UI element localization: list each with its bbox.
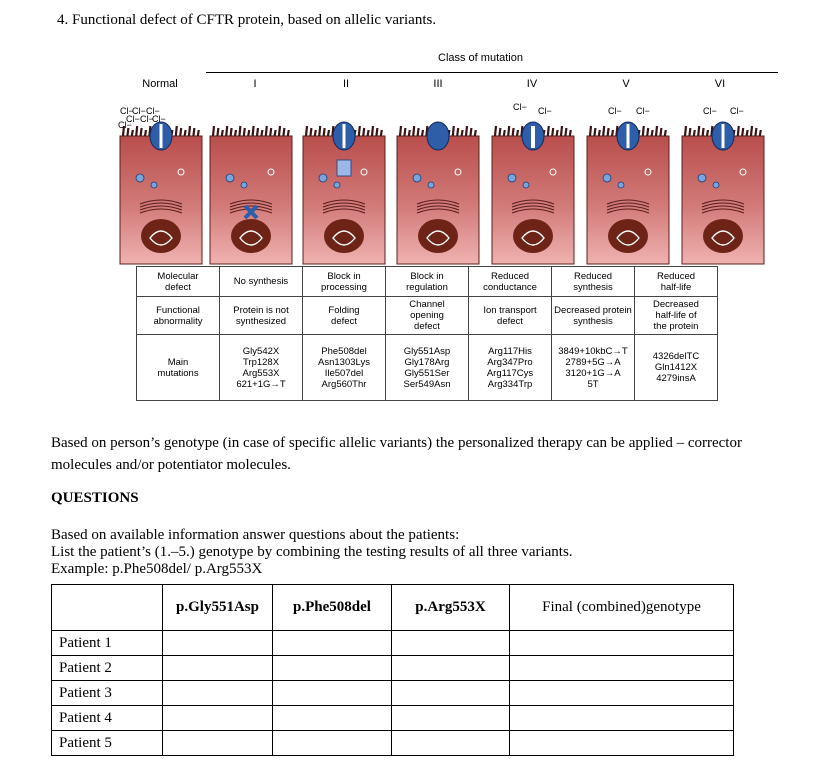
text-line: Reduced [490,270,530,282]
class-divider-line [206,72,778,73]
chloride-ion-label: Cl− [120,106,134,116]
text-line: conductance [483,281,537,293]
table-cell [220,297,303,335]
cell-2 [303,122,385,264]
chloride-ion-label: Cl− [636,106,650,116]
table-row [52,656,734,681]
text-line: synthesis [573,281,613,293]
microvilli [213,126,289,136]
text-line: 4326delTC [652,351,700,362]
text-line: Asn1303Lys [318,356,370,368]
text-line: synthesis [573,315,613,327]
nucleus [324,219,364,253]
questions-heading: QUESTIONS [51,490,139,506]
column-head-class-1: I [253,78,257,90]
table-cell [386,335,469,401]
chloride-ion-label: Cl− [132,106,146,116]
table-cell [220,335,303,401]
table-row [52,631,734,656]
table-cell [386,267,469,297]
vesicle [319,174,327,182]
text-line: opening [410,310,444,321]
answer-cell[interactable] [273,656,392,681]
mutation-classification-table [136,266,718,401]
text-line: Arg560Thr [321,378,367,390]
table-cell [303,335,386,401]
header-arg553x: p.Arg553X [392,585,510,631]
table-cell [386,297,469,335]
cell-3 [397,122,479,264]
text-line: Ile507del [324,367,364,379]
text-line: half-life [660,281,692,293]
header-blank [52,585,163,631]
answer-cell[interactable] [510,731,734,756]
nucleus [418,219,458,253]
text-line: Reduced [656,270,696,282]
chloride-ion-label: Cl− [730,106,744,116]
text-line: Channel [409,299,445,310]
text-line: 3849+10kbC→T [558,345,628,357]
cftr-channel [427,122,449,150]
row-header [137,335,220,401]
nucleus [141,219,181,253]
cell-5 [587,122,669,264]
text-line: Gln1412X [654,362,698,373]
chloride-ion-label: Cl− [703,106,717,116]
row-header [137,267,220,297]
text-line: Folding [328,304,360,316]
answer-cell[interactable] [510,631,734,656]
table-cell [635,335,718,401]
text-line: Arg347Pro [487,356,533,368]
vesicle [508,174,516,182]
cell-0 [120,122,202,264]
vesicle [523,182,529,188]
table-row [137,297,718,335]
vesicle [151,182,157,188]
text-line: 2789+5G→A [565,356,621,368]
text-line: Main [167,356,189,368]
channel-pore [627,124,630,148]
column-head-class-3: III [433,78,443,90]
answer-cell[interactable] [273,706,392,731]
vesicle [334,182,340,188]
text-line: Decreased protein [554,304,632,316]
text-line: No synthesis [233,276,289,287]
patient-label: Patient 4 [52,706,163,731]
chloride-ion-label: Cl− [126,114,140,124]
table-cell [635,267,718,297]
patient-label: Patient 5 [52,731,163,756]
answer-cell[interactable] [392,681,510,706]
column-head-class-2: II [342,78,350,90]
column-head-class-4: IV [526,78,538,90]
header-final-genotype: Final (combined)genotype [510,585,734,631]
text-line: defect [497,315,523,327]
vesicle [713,182,719,188]
table-cell [635,297,718,335]
text-line: Ser549Asn [403,378,451,390]
text-line: Decreased [653,299,699,310]
vesicle [226,174,234,182]
channel-pore [531,126,535,148]
row-header [137,297,220,335]
text-line: defect [165,281,191,293]
text-line: Block in [327,270,361,282]
answer-cell[interactable] [163,681,273,706]
text-line: Reduced [573,270,613,282]
text-line: Gly178Arg [404,356,450,368]
answer-cell[interactable] [392,731,510,756]
text-line: Arg117Cys [486,367,534,379]
text-line: Arg553X [242,367,280,379]
table-row [52,706,734,731]
intro-line: Based on available information answer questions about the patients: [51,527,460,543]
vesicle [698,174,706,182]
vesicle [136,174,144,182]
text-line: Functional [156,304,200,316]
text-line: the protein [653,321,699,332]
vesicle [428,182,434,188]
text-line: Gly551Ser [404,367,450,379]
text-line: 621+1G→T [236,378,286,390]
chloride-ion-label: Cl− [146,106,160,116]
text-line: Trp128X [242,356,280,368]
text-line: Ion transport [483,304,537,316]
table-cell [220,267,303,297]
table-cell [303,297,386,335]
text-line: mutations [157,367,199,379]
vesicle [241,182,247,188]
class-of-mutation-title: Class of mutation [438,52,523,64]
table-row [52,731,734,756]
text-line: Arg117His [488,345,532,357]
questions-intro [51,527,573,578]
table-header-row [52,585,734,631]
answer-cell[interactable] [392,631,510,656]
patient-label: Patient 3 [52,681,163,706]
cell-1 [210,126,292,264]
answer-cell[interactable] [392,656,510,681]
answer-cell[interactable] [163,656,273,681]
text-line: synthesized [235,315,287,327]
answer-cell[interactable] [273,731,392,756]
column-head-class-6: VI [714,78,726,90]
answer-cell[interactable] [510,681,734,706]
text-line: Block in [410,270,444,282]
channel-pore [343,124,346,148]
table-cell [469,335,552,401]
answer-cell[interactable] [273,631,392,656]
table-cell [303,267,386,297]
answer-cell[interactable] [163,631,273,656]
text-line: 5T [587,378,599,390]
intro-line: Example: p.Phe508del/ p.Arg553X [51,561,263,577]
answer-cell[interactable] [510,706,734,731]
text-line: Protein is not [233,304,289,316]
nucleus [608,219,648,253]
chloride-ion-label: Cl− [152,114,166,124]
text-line: defect [331,315,357,327]
channel-pore [722,124,725,148]
text-line: defect [414,321,440,332]
table-row [137,335,718,401]
vesicle [603,174,611,182]
patient-label: Patient 2 [52,656,163,681]
chloride-ion-label: Cl− [118,120,132,130]
chloride-ion-label: Cl− [513,102,527,112]
patient-label: Patient 1 [52,631,163,656]
text-line: regulation [406,281,448,293]
text-line: 4279insA [656,373,696,384]
vesicle [618,182,624,188]
text-line: processing [321,281,367,293]
answer-cell[interactable] [392,706,510,731]
text-line: abnormality [153,315,203,327]
header-phe508del: p.Phe508del [273,585,392,631]
answer-cell[interactable] [510,656,734,681]
table-row [52,681,734,706]
text-line: Phe508del [321,345,367,357]
intro-line: List the patient’s (1.–5.) genotype by combining the testing results of all three variants. [51,544,573,560]
header-gly551asp: p.Gly551Asp [163,585,273,631]
nucleus [513,219,553,253]
cell-6 [682,122,764,264]
chloride-ion-label: Cl− [608,106,622,116]
text-line: 3120+1G→A [565,367,621,379]
text-line: Molecular [157,270,199,282]
text-line: Gly542X [242,345,280,357]
channel-pore [160,124,163,148]
answer-cell[interactable] [163,731,273,756]
nucleus [231,219,271,253]
section-heading: 4. Functional defect of CFTR protein, based on allelic variants. [57,12,437,28]
table-cell [552,335,635,401]
column-head-class-5: V [622,78,630,90]
chloride-ion-label: Cl− [538,106,552,116]
table-cell [469,297,552,335]
text-line: Arg334Trp [487,378,533,390]
table-cell [552,297,635,335]
nucleus [703,219,743,253]
text-line: half-life of [655,310,697,321]
text-line: Gly551Asp [403,345,451,357]
answer-cell[interactable] [163,706,273,731]
therapy-paragraph: Based on person’s genotype (in case of specific allelic variants) the personalized therapy can be applied – corrector molecules and/or potentiator molecules. [51,435,742,473]
answer-cell[interactable] [273,681,392,706]
misfolded-protein [337,160,351,176]
vesicle [413,174,421,182]
table-cell [552,267,635,297]
cell-4 [492,122,574,264]
chloride-ion-label: Cl− [140,114,154,124]
table-cell [469,267,552,297]
patient-genotype-table [51,584,734,756]
column-head-normal: Normal [142,78,178,90]
table-row [137,267,718,297]
